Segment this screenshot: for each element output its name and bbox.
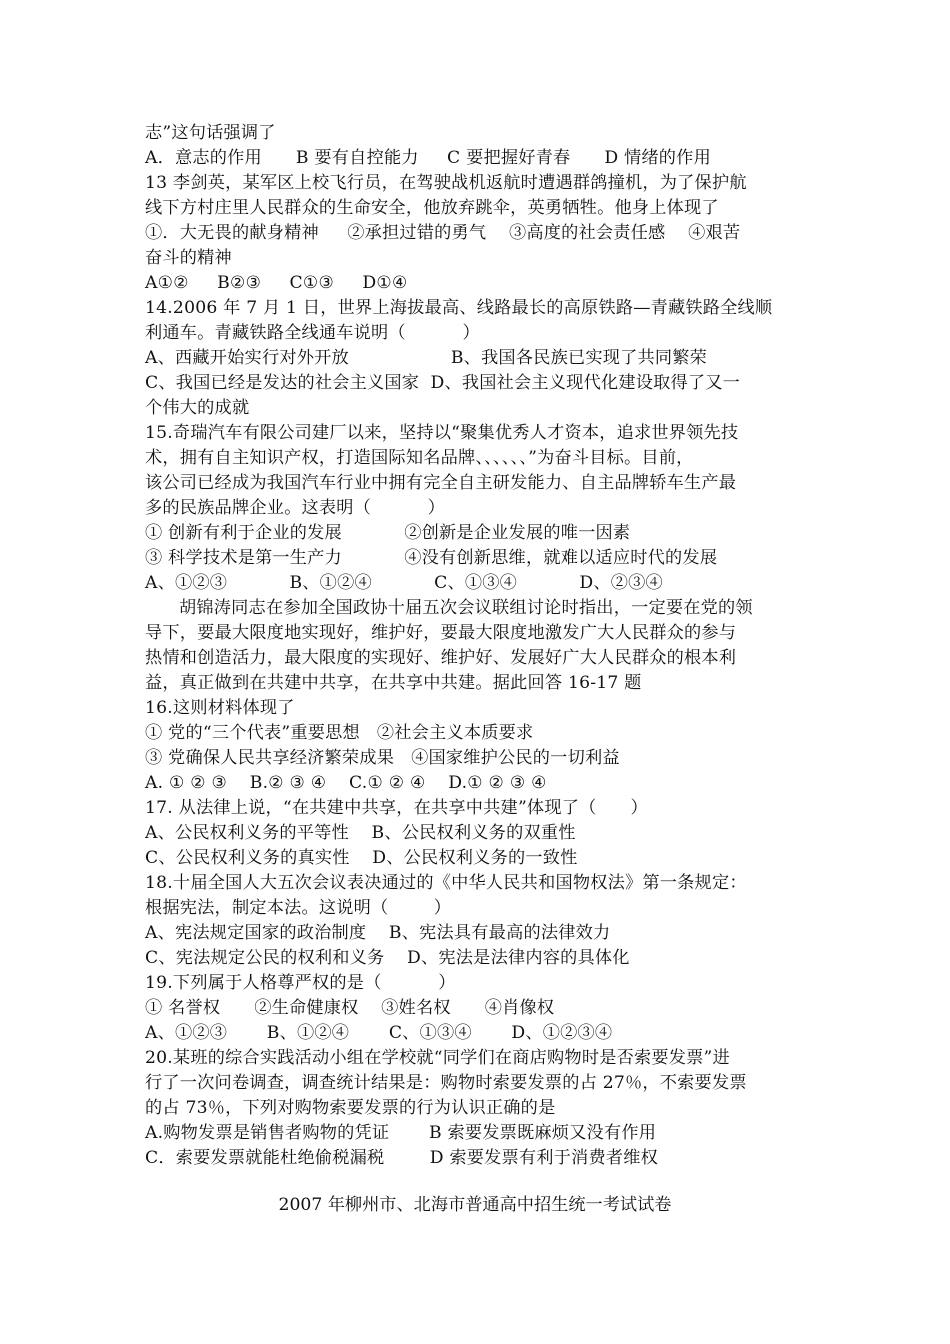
text-line: 奋斗的精神	[145, 248, 232, 268]
question-17-stem: 17. 从法律上说，“在共建中共享，在共享中共建”体现了（ ）	[145, 798, 648, 818]
text-line: 志”这句话强调了	[145, 123, 276, 143]
text-line: 热情和创造活力，最大限度的实现好、维护好、发展好广大人民群众的根本利	[145, 648, 737, 668]
question-15-options: A、①②③ B、①②④ C、①③④ D、②③④	[145, 573, 663, 593]
text-line: 利通车。青藏铁路全线通车说明（ ）	[145, 323, 480, 343]
question-14-options: C、我国已经是发达的社会主义国家 D、我国社会主义现代化建设取得了又一	[145, 373, 741, 393]
question-14-stem: 14.2006 年 7 月 1 日，世界上海拔最高、线路最长的高原铁路—青藏铁路全线顺	[145, 298, 773, 318]
question-15-statements: ③ 科学技术是第一生产力 ④没有创新思维，就难以适应时代的发展	[145, 548, 718, 568]
question-18-options: C、宪法规定公民的权利和义务 D、宪法是法律内容的具体化	[145, 948, 630, 968]
question-16-statements: ① 党的“三个代表”重要思想 ②社会主义本质要求	[145, 723, 534, 743]
question-20-options: C．索要发票就能杜绝偷税漏税 D 索要发票有利于消费者维权	[145, 1148, 658, 1168]
question-14-options: A、西藏开始实行对外开放 B、我国各民族已实现了共同繁荣	[145, 348, 708, 368]
question-19-options: A、①②③ B、①②④ C、①③④ D、①②③④	[145, 1023, 613, 1043]
question-18-stem: 18.十届全国人大五次会议表决通过的《中华人民共和国物权法》第一条规定：	[145, 873, 747, 893]
text-line: 导下，要最大限度地实现好，维护好，要最大限度地激发广大人民群众的参与	[145, 623, 737, 643]
question-16-stem: 16.这则材料体现了	[145, 698, 295, 718]
document-body	[145, 121, 825, 1171]
question-16-options: A. ① ② ③ B.② ③ ④ C.① ② ④ D.① ② ③ ④	[145, 773, 547, 793]
text-line: 多的民族品牌企业。这表明（ ）	[145, 498, 446, 518]
text-line: 该公司已经成为我国汽车行业中拥有完全自主研发能力、自主品牌轿车生产最	[145, 473, 737, 493]
question-13-statements: ①．大无畏的献身精神 ②承担过错的勇气 ③高度的社会责任感 ④艰苦	[145, 223, 741, 243]
question-17-options: C、公民权利义务的真实性 D、公民权利义务的一致性	[145, 848, 578, 868]
question-13-stem: 13 李剑英，某军区上校飞行员，在驾驶战机返航时遭遇群鸽撞机，为了保护航	[145, 173, 747, 193]
question-15-stem: 15.奇瑞汽车有限公司建厂以来，坚持以“聚集优秀人才资本，追求世界领先技	[145, 423, 739, 443]
material-paragraph: 胡锦涛同志在参加全国政协十届五次会议联组讨论时指出，一定要在党的领	[179, 598, 753, 618]
question-12-options: A．意志的作用 B 要有自控能力 C 要把握好青春 D 情绪的作用	[145, 148, 711, 168]
text-line: 根据宪法，制定本法。这说明（ ）	[145, 898, 452, 918]
question-18-options: A、宪法规定国家的政治制度 B、宪法具有最高的法律效力	[145, 923, 611, 943]
question-16-statements: ③ 党确保人民共享经济繁荣成果 ④国家维护公民的一切利益	[145, 748, 620, 768]
question-20-options: A.购物发票是销售者购物的凭证 B 索要发票既麻烦又没有作用	[145, 1123, 657, 1143]
question-19-statements: ① 名誉权 ②生命健康权 ③姓名权 ④肖像权	[145, 998, 555, 1018]
question-17-options: A、公民权利义务的平等性 B、公民权利义务的双重性	[145, 823, 576, 843]
question-13-options: A①② B②③ C①③ D①④	[145, 273, 408, 293]
text-line: 个伟大的成就	[145, 398, 250, 418]
text-line: 的占 73％，下列对购物索要发票的行为认识正确的是	[145, 1098, 556, 1118]
question-19-stem: 19.下列属于人格尊严权的是（ ）	[145, 973, 456, 993]
question-20-stem: 20.某班的综合实践活动小组在学校就“同学们在商店购物时是否索要发票”进	[145, 1048, 730, 1068]
text-line: 益，真正做到在共建中共享，在共享中共建。据此回答 16-17 题	[145, 673, 642, 693]
question-15-statements: ① 创新有利于企业的发展 ②创新是企业发展的唯一因素	[145, 523, 631, 543]
exam-title-footer: 2007 年柳州市、北海市普通高中招生统一考试试卷	[278, 1195, 672, 1215]
text-line: 术，拥有自主知识产权，打造国际知名品牌、、、、、、”为奋斗目标。目前，	[145, 448, 694, 468]
text-line: 线下方村庄里人民群众的生命安全，他放弃跳伞，英勇牺牲。他身上体现了	[145, 198, 719, 218]
text-line: 行了一次问卷调查，调查统计结果是：购物时索要发票的占 27％，不索要发票	[145, 1073, 747, 1093]
